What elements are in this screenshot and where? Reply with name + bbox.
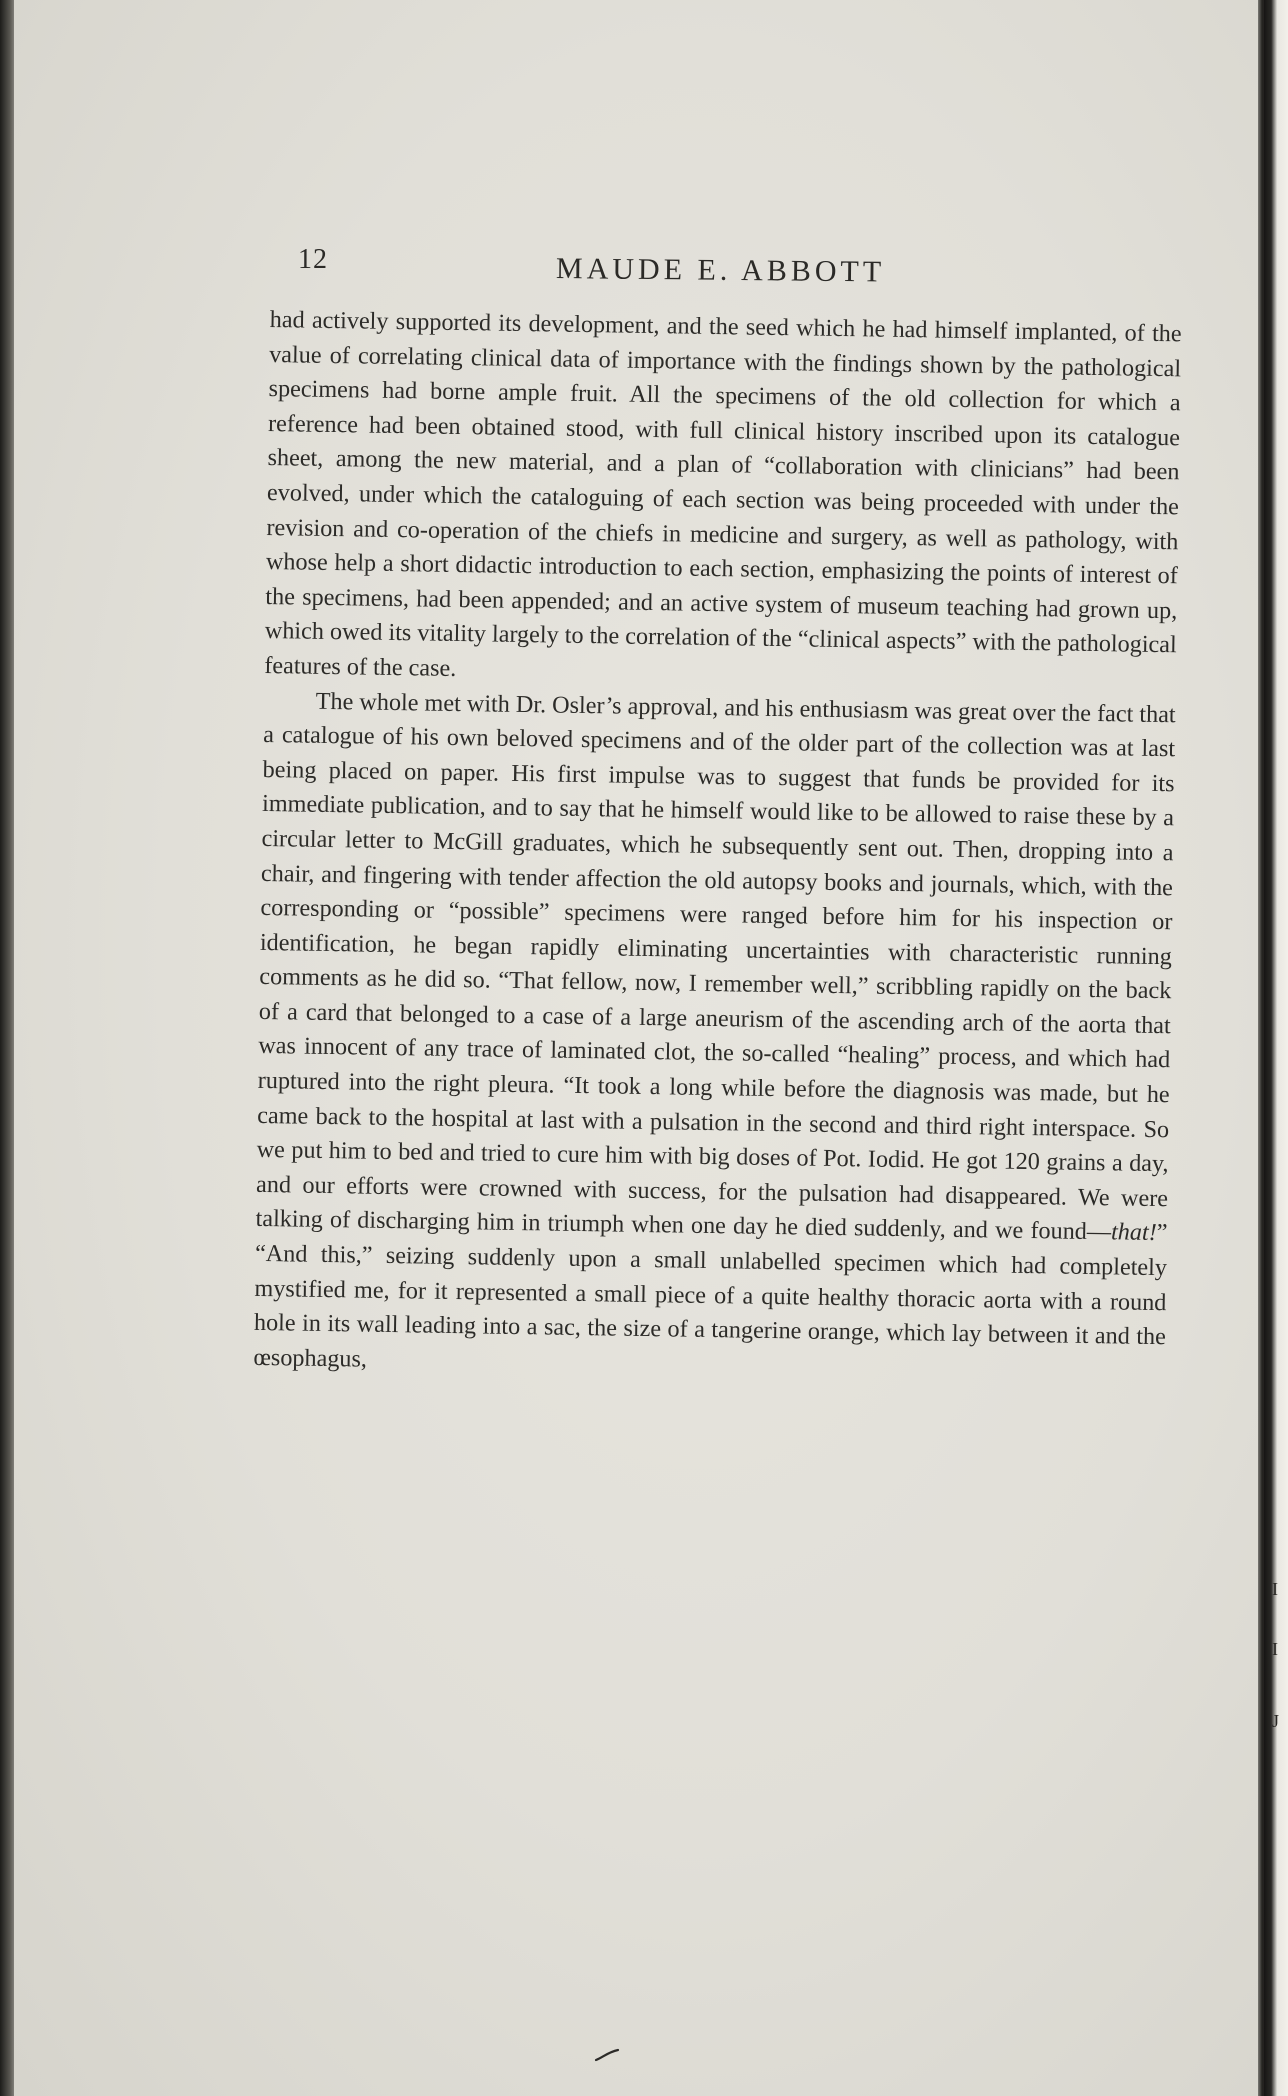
adjacent-page-mark: I xyxy=(1272,1579,1278,1599)
adjacent-page-mark: I xyxy=(1272,1639,1278,1659)
adjacent-page-mark: J xyxy=(1272,1711,1280,1731)
emphasized-word: that! xyxy=(1110,1218,1157,1247)
paragraph-continued: had actively supported its development, and the seed which he had himself implanted, of the value of correlating clinical data of importance with the findings shown by the pathological specimens had borne ample fruit. All the specimens of the old collection for which a reference had been obtained stood, with full clinical history inscribed upon its catalogue sheet, among the new material, and a plan of “collaboration with clinicians” had been evolved, under which the cataloguing of each section was being proceeded with under the revision and co-operation of the chiefs in medicine and surgery, as well as pathology, with whose help a short didactic introduction to each section, emphasizing the points of interest of the specimens, had been appended; and an active system of museum teaching had grown up, which owed its vitality largely to the correlation of the “clinical aspects” with the pathological features of the case. xyxy=(264,305,1182,682)
paragraph-text-before: The whole met with Dr. Osler’s approval, and his enthusiasm was great over the fact that a catalogue of his own beloved specimens and of the older part of the collection was at last being placed on paper. His first impulse was to suggest that funds be provided for its immediate publication, and to say that he himself would like to be allowed to raise these by a circular letter to McGill graduates, which he subsequently sent out. Then, dropping into a chair, and fingering with tender affection the old autopsy books and journals, which, with the corresponding or “possible” specimens were ranged before him for his inspection or identification, he began rapidly eliminating uncertainties with characteristic running comments as he did so. “That fellow, now, I remember well,” scribbling rapidly on the back of a card that belonged to a case of a large aneurism of the ascending arch of the aorta that was innocent of any trace of laminated clot, the so-called “healing” process, and which had ruptured into the right pleura. “It took a long while before the diagnosis was made, but he came back to the hospital at last with a pulsation in the second and third right interspace. So we put him to bed and tried to cure him with big doses of Pot. Iodid. He got 120 grains a day, and our efforts were crowned with success, for the pulsation had disappeared. We were talking of discharging him in triumph when one day he died suddenly, and we found— xyxy=(255,687,1176,1246)
paragraph-text-after: ” “And this,” seizing suddenly upon a small unlabelled specimen which had completely mystified me, for it represented a small piece of a quite healthy thoracic aorta with a round hole in its wall leading into a sac, the size of a tangerine orange, which lay between it and the œsophagus, xyxy=(253,1219,1168,1373)
running-title: MAUDE E. ABBOTT xyxy=(555,252,886,289)
adjacent-page-edge xyxy=(1264,0,1288,2096)
page-header xyxy=(298,242,1178,292)
page-number: 12 xyxy=(298,244,328,275)
stray-ink-mark xyxy=(594,2048,620,2062)
paragraph-osler-approval xyxy=(253,683,1176,1389)
body-text xyxy=(253,303,1182,1390)
